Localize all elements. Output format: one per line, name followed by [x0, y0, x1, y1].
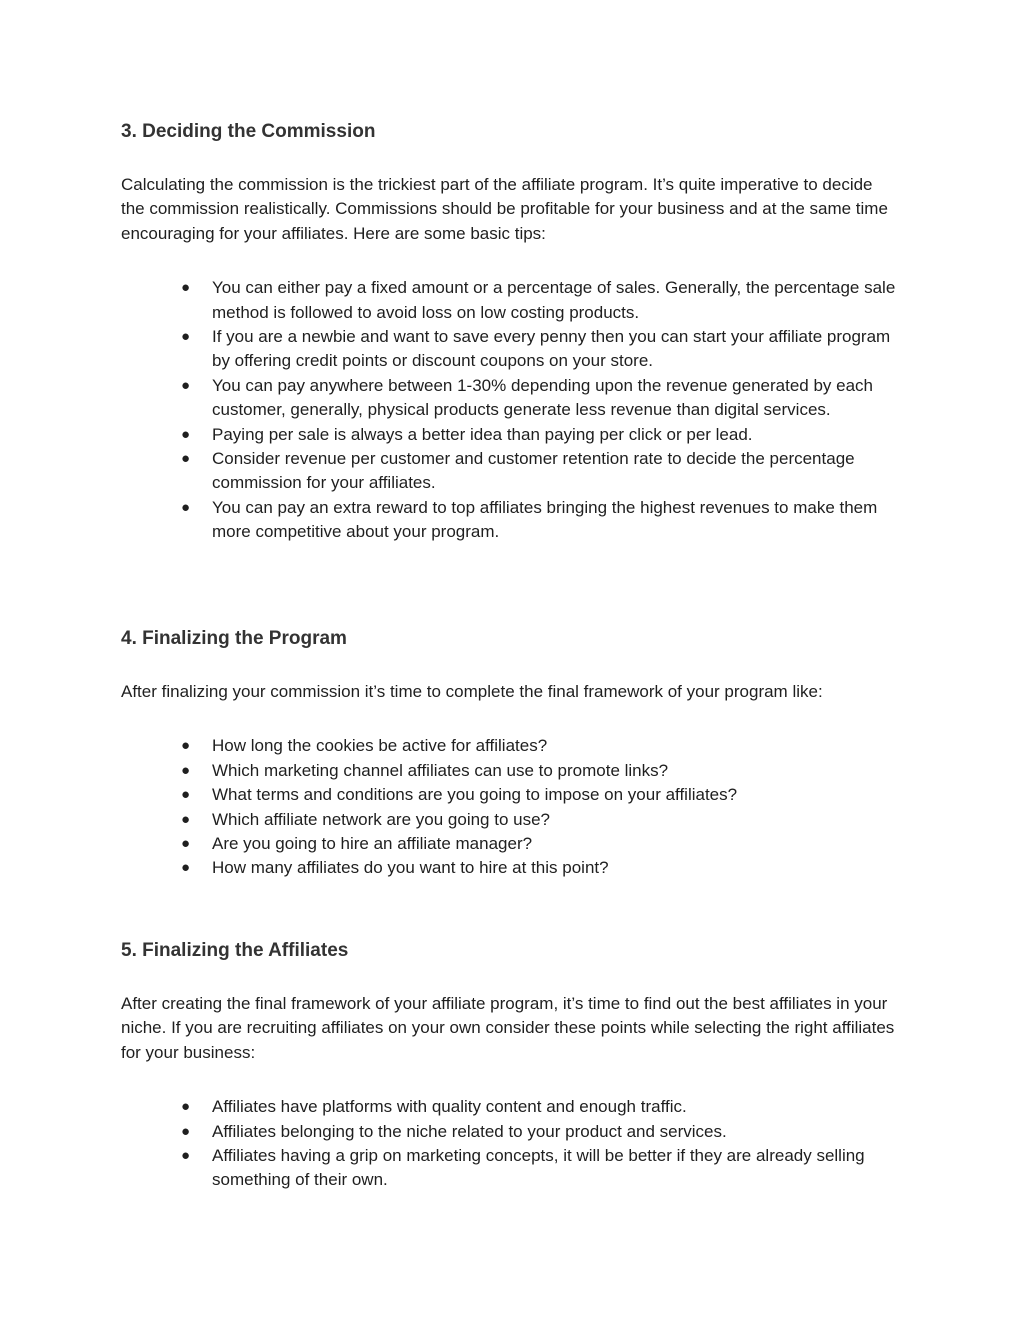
section-finalizing-program: [121, 627, 901, 881]
list-item: ● Affiliates belonging to the niche related to your product and services.: [0, 1120, 901, 1144]
bullet-icon: ●: [181, 786, 191, 804]
bullet-icon: ●: [181, 1098, 191, 1116]
list-item: ● You can pay anywhere between 1-30% depending upon the revenue generated by each customer, generally, physical products generate less revenue than digital services.: [181, 375, 873, 420]
list-item: ● Paying per sale is always a better idea than paying per click or per lead.: [0, 423, 901, 447]
bullet-icon: ●: [181, 1147, 191, 1165]
section-heading: 3. Deciding the Commission: [121, 121, 376, 142]
bullet-icon: ●: [181, 835, 191, 853]
list-item: ● Are you going to hire an affiliate manager?: [0, 832, 901, 856]
section-heading: 4. Finalizing the Program: [121, 628, 347, 649]
list-item: ● Affiliates have platforms with quality content and enough traffic.: [0, 1095, 901, 1119]
list-item: ● Which marketing channel affiliates can use to promote links?: [0, 759, 901, 783]
list-item: ● Which affiliate network are you going to use?: [0, 808, 901, 832]
list-item: ● How many affiliates do you want to hire at this point?: [0, 856, 901, 880]
list-item: ● You can either pay a fixed amount or a percentage of sales. Generally, the percentage sale method is followed to avoid loss on low costing products.: [181, 278, 896, 322]
bullet-icon: ●: [181, 450, 191, 468]
bullet-icon: ●: [181, 737, 191, 755]
list-item: ● If you are a newbie and want to save every penny then you can start your affiliate program by offering credit points or discount coupons on your store.: [181, 327, 891, 371]
list-item: ● You can pay an extra reward to top affiliates bringing the highest revenues to make them more competitive about your program.: [181, 497, 878, 542]
section-paragraph: After finalizing your commission it’s time to complete the final framework of your program like:: [121, 682, 823, 701]
bullet-icon: ●: [181, 761, 191, 779]
bullet-list: [0, 1095, 901, 1193]
bullet-icon: ●: [181, 376, 191, 394]
bullet-icon: ●: [181, 859, 191, 877]
section-heading: 5. Finalizing the Affiliates: [121, 940, 349, 961]
section-paragraph: After creating the final framework of your affiliate program, it’s time to find out the best affiliates in your niche. If you are recruiting affiliates on your own consider these points while selecting the right affiliates for your business:: [121, 994, 895, 1062]
bullet-icon: ●: [181, 328, 191, 346]
bullet-icon: ●: [181, 425, 191, 443]
list-item: ● Consider revenue per customer and customer retention rate to decide the percentage commission for your affiliates.: [181, 449, 855, 493]
section-paragraph: Calculating the commission is the trickiest part of the affiliate program. It’s quite imperative to decide the commission realistically. Commissions should be profitable for your business and at the same time encouraging for your affiliates. Here are some basic tips:: [121, 175, 888, 243]
list-item: ● How long the cookies be active for affiliates?: [0, 734, 901, 758]
bullet-icon: ●: [181, 810, 191, 828]
bullet-list: [0, 276, 901, 544]
bullet-icon: ●: [181, 1122, 191, 1140]
section-deciding-commission: [121, 120, 901, 545]
bullet-list: [0, 734, 901, 880]
list-item: ● What terms and conditions are you going to impose on your affiliates?: [0, 783, 901, 807]
list-item: ● Affiliates having a grip on marketing concepts, it will be better if they are already selling something of their own.: [181, 1146, 865, 1190]
section-finalizing-affiliates: [121, 939, 901, 1193]
bullet-icon: ●: [181, 279, 191, 297]
bullet-icon: ●: [181, 498, 191, 516]
